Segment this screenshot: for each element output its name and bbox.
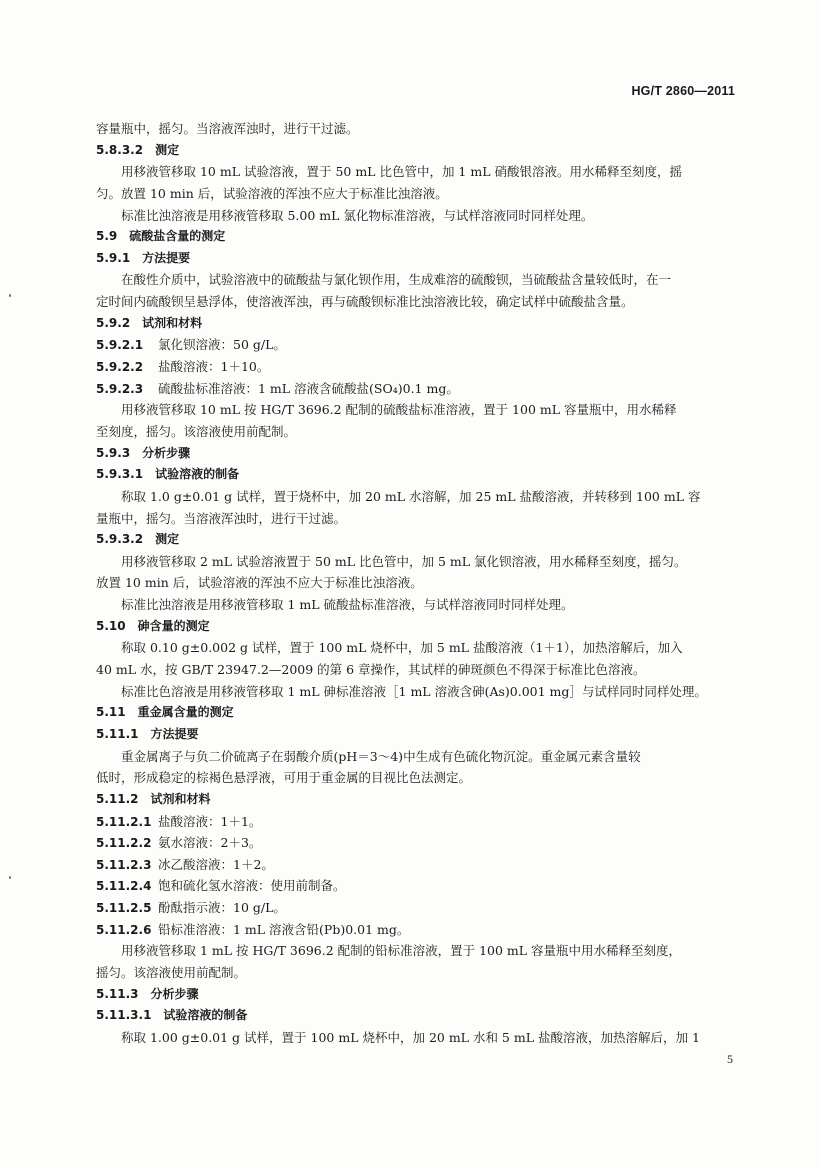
reagent-item: [96, 854, 744, 876]
reagent-item: [96, 897, 744, 919]
paragraph-line: 至刻度，摇匀。该溶液使用前配制。: [96, 423, 297, 439]
standard-code: HG/T 2860—2011: [631, 84, 735, 98]
scan-speck: [9, 294, 11, 297]
page-number: 5: [727, 1052, 733, 1066]
paragraph-line: 放置 10 min 后，试验溶液的浑浊不应大于标准比浊溶液。: [96, 575, 423, 591]
paragraph-line: 匀。放置 10 min 后，试验溶液的浑浊不应大于标准比浊溶液。: [96, 185, 448, 201]
item-number: 5.9.2.1: [96, 338, 144, 353]
section-heading: 5.11.1 方法提要: [96, 726, 199, 741]
paragraph-line: 容量瓶中，摇匀。当溶液浑浊时，进行干过滤。: [96, 121, 359, 136]
paragraph-line: 摇匀。该溶液使用前配制。: [96, 964, 247, 980]
paragraph-line: 称取 1.0 g±0.01 g 试样，置于烧杯中，加 20 mL 水溶解，加 25 mL 盐酸溶液，并转移到 100 mL 容: [121, 488, 701, 504]
paragraph-line: 称取 0.10 g±0.002 g 试样，置于 100 mL 烧杯中，加 5 mL 盐酸溶液（1＋1），加热溶解后，加入: [121, 640, 683, 656]
paragraph-line: 重金属离子与负二价硫离子在弱酸介质(pH＝3～4)中生成有色硫化物沉淀。重金属元素含量较: [121, 748, 641, 764]
paragraph-line: 用移液管移取 2 mL 试验溶液置于 50 mL 比色管中，加 5 mL 氯化钡溶液，用水稀释至刻度，摇匀。: [121, 553, 687, 569]
section-heading: 5.10 砷含量的测定: [96, 618, 210, 633]
item-text: 氨水溶液：2＋3。: [158, 835, 262, 851]
paragraph-line: 标准比浊溶液是用移液管移取 5.00 mL 氯化物标准溶液，与试样溶液同时同样处理。: [121, 207, 594, 223]
item-number: 5.11.2.1: [96, 814, 152, 829]
item-text: 酚酞指示液：10 g/L。: [158, 900, 286, 916]
reagent-item: [96, 378, 744, 400]
reagent-item: [96, 919, 744, 941]
section-heading: 5.9.3.1 试验溶液的制备: [96, 467, 240, 482]
section-heading: 5.11.2 试剂和材料: [96, 791, 211, 806]
section-heading: 5.9 硫酸盐含量的测定: [96, 229, 226, 244]
reagent-item: [96, 832, 744, 854]
section-heading: 5.11.3.1 试验溶液的制备: [96, 1008, 248, 1023]
item-number: 5.9.2.3: [96, 381, 144, 396]
reagent-item: [96, 334, 744, 356]
document-body: [96, 118, 744, 1049]
item-text: 盐酸溶液：1＋10。: [158, 359, 270, 375]
item-text: 铅标准溶液：1 mL 溶液含铅(Pb)0.01 mg。: [158, 921, 410, 937]
item-text: 氯化钡溶液：50 g/L。: [158, 337, 286, 353]
item-number: 5.11.2.4: [96, 879, 152, 894]
section-heading: 5.9.3.2 测定: [96, 532, 180, 547]
paragraph-line: 40 mL 水，按 GB/T 23947.2—2009 的第 6 章操作，其试样的砷斑颜色不得深于标准比色溶液。: [96, 662, 646, 678]
section-heading: 5.9.1 方法提要: [96, 250, 191, 265]
paragraph-line: 标准比色溶液是用移液管移取 1 mL 砷标准溶液［1 mL 溶液含砷(As)0.001 mg］与试样同时同样处理。: [121, 683, 707, 699]
item-text: 盐酸溶液：1＋1。: [158, 813, 262, 829]
paragraph-line: 称取 1.00 g±0.01 g 试样，置于 100 mL 烧杯中，加 20 mL 水和 5 mL 盐酸溶液，加热溶解后，加 1: [121, 1029, 700, 1045]
item-number: 5.9.2.2: [96, 360, 144, 375]
item-number: 5.11.2.5: [96, 901, 152, 916]
scan-speck: [9, 876, 11, 879]
section-heading: 5.11.3 分析步骤: [96, 986, 199, 1001]
paragraph-line: 用移液管移取 10 mL 试验溶液，置于 50 mL 比色管中，加 1 mL 硝酸银溶液。用水稀释至刻度，摇: [121, 164, 682, 180]
reagent-item: [96, 811, 744, 833]
section-heading: 5.11 重金属含量的测定: [96, 705, 234, 720]
section-heading: 5.9.3 分析步骤: [96, 445, 191, 460]
paragraph-line: 标准比浊溶液是用移液管移取 1 mL 硫酸盐标准溶液，与试样溶液同时同样处理。: [121, 597, 574, 613]
paragraph-line: 用移液管移取 10 mL 按 HG/T 3696.2 配制的硫酸盐标准溶液，置于 100 mL 容量瓶中，用水稀释: [121, 402, 677, 418]
item-number: 5.11.2.3: [96, 857, 152, 872]
item-text: 饱和硫化氢水溶液：使用前制备。: [158, 878, 346, 894]
paragraph-line: 低时，形成稳定的棕褐色悬浮液，可用于重金属的目视比色法测定。: [96, 770, 472, 786]
reagent-item: [96, 875, 744, 897]
paragraph-line: 用移液管移取 1 mL 按 HG/T 3696.2 配制的铅标准溶液，置于 100 mL 容量瓶中用水稀释至刻度，: [121, 943, 682, 959]
paragraph-line: 定时间内硫酸钡呈悬浮体，使溶液浑浊，再与硫酸钡标准比浊溶液比较，确定试样中硫酸盐含量。: [96, 294, 634, 310]
item-number: 5.11.2.2: [96, 836, 152, 851]
item-text: 冰乙酸溶液：1＋2。: [158, 856, 274, 872]
reagent-item: [96, 356, 744, 378]
paragraph-line: 在酸性介质中，试验溶液中的硫酸盐与氯化钡作用，生成难溶的硫酸钡，当硫酸盐含量较低时，在一: [121, 272, 672, 288]
paragraph-line: 量瓶中，摇匀。当溶液浑浊时，进行干过滤。: [96, 510, 347, 526]
section-heading: 5.8.3.2 测定: [96, 142, 180, 157]
item-text: 硫酸盐标准溶液：1 mL 溶液含硫酸盐(SO₄)0.1 mg。: [158, 380, 459, 396]
section-heading: 5.9.2 试剂和材料: [96, 315, 203, 330]
item-number: 5.11.2.6: [96, 922, 152, 937]
